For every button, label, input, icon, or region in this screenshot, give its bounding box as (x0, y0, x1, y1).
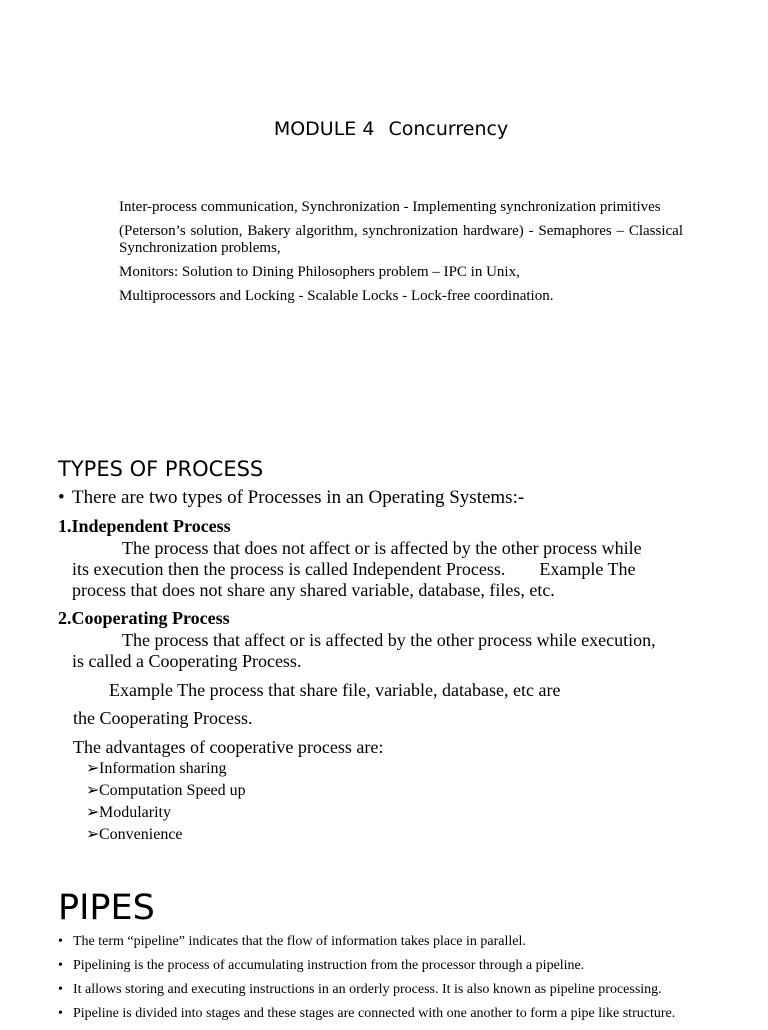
advantages-heading: The advantages of cooperative process are: (73, 737, 384, 757)
list-item: ➢Information sharing (86, 758, 246, 780)
syllabus-line: Multiprocessors and Locking - Scalable Locks - Lock-free coordination. (119, 288, 554, 304)
module-number: MODULE 4 (273, 118, 375, 140)
bullet-icon: • (58, 487, 65, 508)
independent-line: The process that does not affect or is affected by the other process while (122, 538, 642, 558)
cooperating-line: is called a Cooperating Process. (72, 651, 302, 671)
bullet-icon: • (58, 958, 63, 973)
bullet-icon: • (58, 1006, 63, 1021)
cooperating-title: 2.Cooperating Process (58, 608, 230, 628)
module-topic: Concurrency (388, 118, 509, 140)
independent-line: process that does not share any shared variable, database, files, etc. (72, 580, 555, 600)
syllabus-line: Monitors: Solution to Dining Philosophers problem – IPC in Unix, (119, 264, 520, 280)
independent-line: its execution then the process is called Independent Process. (72, 559, 506, 579)
syllabus-line: Inter-process communication, Synchronization - Implementing synchronization primitives (119, 199, 661, 215)
module-title (0, 118, 768, 140)
list-item: ➢Convenience (86, 824, 246, 846)
list-item: ➢Computation Speed up (86, 780, 246, 802)
independent-description (72, 538, 752, 601)
arrow-bullet-icon: ➢ (86, 826, 100, 843)
arrow-bullet-icon: ➢ (86, 804, 100, 821)
types-heading: TYPES OF PROCESS (58, 457, 264, 481)
intro-text: There are two types of Processes in an Operating Systems:- (72, 487, 525, 508)
cooperating-example: Example The process that share file, variable, database, etc are (109, 680, 561, 700)
advantages-list (86, 758, 246, 846)
list-item: ➢Modularity (86, 802, 246, 824)
arrow-bullet-icon: ➢ (86, 782, 100, 799)
syllabus-block (119, 199, 683, 312)
arrow-bullet-icon: ➢ (86, 760, 100, 777)
independent-line: Example The (539, 559, 636, 579)
cooperating-example: the Cooperating Process. (73, 708, 253, 728)
cooperating-line: The process that affect or is affected by the other process while execution, (122, 630, 656, 650)
pipes-heading: PIPES (58, 888, 155, 928)
cooperating-description (72, 630, 762, 672)
types-intro (58, 487, 524, 509)
bullet-icon: • (58, 982, 63, 997)
bullet-icon: • (58, 934, 63, 949)
syllabus-line: (Peterson’s solution, Bakery algorithm, synchronization hardware) - Semaphores – Classical Synchronization problems, (119, 223, 683, 256)
independent-title: 1.Independent Process (58, 516, 231, 536)
